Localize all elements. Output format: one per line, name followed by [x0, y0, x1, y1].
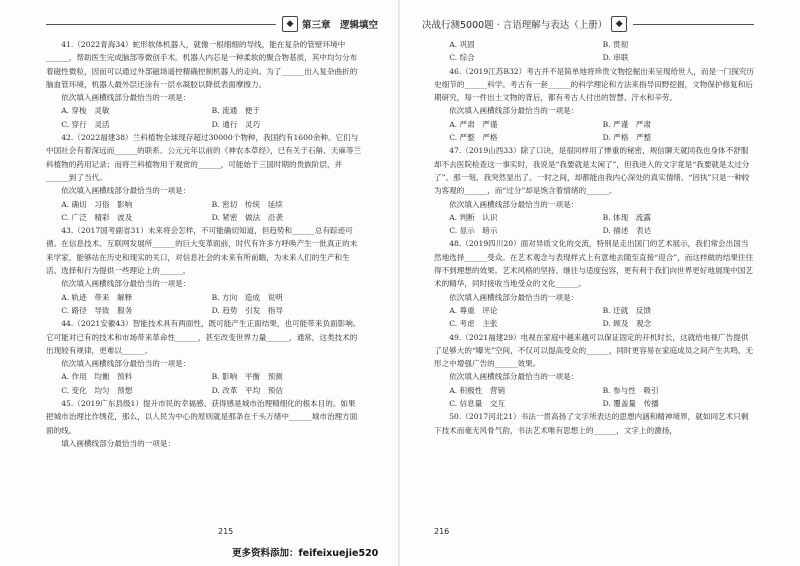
option-d: D. 描述 表达: [602, 226, 652, 236]
option-d: D. 趋势 引发 指导: [211, 305, 283, 315]
option-b: B. 体现 流露: [602, 212, 651, 222]
right-header: [422, 14, 760, 34]
option-d: D. 顾及 观念: [602, 319, 652, 329]
option-b: B. 密切 传统 延续: [211, 199, 283, 209]
options-row: [46, 104, 362, 117]
option-c: C. 显示 暗示: [449, 226, 498, 236]
book-title: 决战行测5000题 · 言语理解与表达（上册）: [422, 20, 608, 31]
option-b: B. 影响 平衡 预测: [211, 372, 283, 382]
option-c: C. 综合: [449, 53, 475, 63]
option-d: D. 串联: [602, 53, 629, 63]
options-row: [46, 118, 362, 131]
options-row: [46, 304, 362, 317]
left-content: [46, 38, 362, 450]
option-a: A. 轨迹 带来 解释: [61, 292, 133, 302]
options-row: [46, 384, 362, 397]
option-b: B. 流通 便于: [211, 106, 260, 116]
option-b: B. 贯彻: [602, 40, 629, 49]
option-c: C. 路径 导致 服务: [61, 305, 133, 315]
options-row: [434, 38, 756, 51]
question-44: 44.（2021安徽43）智能技术具有两面性，既可能产生正面结果，也可能带来负面影响。它可能对已有的技术和市场带来革命性______，甚至改变世界力量______，通常，这类技术的出现较有规律，更难以______。: [46, 319, 361, 355]
footer-contact: 更多资料添加：feifeixuejie520: [232, 548, 379, 559]
question-49-ask: 依次填入画横线部分最恰当的一项是：: [449, 372, 579, 382]
options-row: [46, 370, 362, 383]
option-a: A. 严肃 严谨: [449, 119, 498, 129]
question-41-ask: 依次填入画横线部分最恰当的一项是：: [61, 93, 191, 103]
options-row: [434, 224, 756, 237]
options-row: [434, 131, 756, 144]
options-row: [434, 118, 756, 131]
option-c: C. 严整 严格: [449, 133, 498, 143]
right-page: [400, 0, 800, 566]
option-c: C. 广泛 精彩 波及: [61, 212, 133, 222]
option-a: A. 积极性 营销: [449, 385, 506, 395]
option-c: C. 考虑 主张: [449, 319, 498, 329]
options-row: [46, 291, 362, 304]
question-45-ask: 填入画横线部分最恰当的一项是：: [61, 438, 176, 448]
page-number-right: 216: [434, 527, 450, 536]
option-d: D. 通行 灵巧: [211, 119, 261, 129]
chapter-icon: ◆: [282, 16, 298, 32]
option-a: A. 确切 习俗 影响: [61, 199, 133, 209]
options-row: [46, 198, 362, 211]
question-48: 48.（2019四川20）面对异质文化的交流，特别是走出国门的艺术展示，我们常会出国当然地选择______受众。在艺术观念与表现样式上有意地去随至直接“迎合”，而这样做的结果往往得不到理想的效果。艺术风格的坚持、继往与适度包容，更有利于我们向世界更好地展现中国艺术的精华，同时接收当地受众的文化______。: [434, 239, 754, 289]
right-content: [434, 38, 756, 437]
question-50: 50.（2017河北21）书法一贯高扬了文字所表达的思想内涵和精神境界，就如同艺术只剩下技术而毫无风骨气韵，书法艺术唯有思想上的______，文字上的激扬，: [434, 412, 749, 435]
options-row: [434, 211, 756, 224]
option-c: C. 变化 均匀 预想: [61, 385, 133, 395]
question-43: 43.（2017国考副省31）未来将会怎样，不可能确切知道，但趋势和______总有踪迹可循。在信息技术、互联网发展所______的巨大变革面前，时代有许多方呼唤产生一批真正的未来学家，能够站在历史和现实的关口，对信息社会的未来有所前瞻，为未来人们的生产和生活、选择和行为提供一些理论上的______。: [46, 226, 358, 276]
page-number-left: 215: [218, 527, 234, 536]
question-42-ask: 依次填入画横线部分最恰当的一项是：: [61, 186, 191, 196]
option-a: A. 尊重 评论: [449, 305, 498, 315]
option-a: A. 穿梭 灵敏: [61, 106, 110, 116]
option-c: C. 穿行 灵活: [61, 119, 110, 129]
option-c: C. 信息量 交互: [449, 399, 506, 409]
options-row: [46, 211, 362, 224]
question-47: 47.（2019山西33）除了口诀，是很同样用了惨重的秘密，规信聊天就同我也身体不舒服却不去医院检查这一事实时，我说是“我要就是太闲了”，但我进入的文字竟是“我要就是太过分了”。那一刻，我突然显出了。一时之间，却都能由我内心深处的真实情绪。“因执”只是一种较为客观的______，而“过分”却是饱含着情绪的______。: [434, 146, 750, 196]
header-rule: [633, 24, 754, 25]
option-d: D. 严格 严整: [602, 133, 652, 143]
options-row: [434, 304, 756, 317]
question-46: 46.（2019江苏B32）考古并不是简单地将珍贵文物挖掘出来呈现给世人，而是一门探究历史细节的______科学。考古有一套______的科学理论和方法来指导田野挖掘，文物保护修复和后期研究，每一件出土文物的背后，都有考古人付出的智慧、汗水和辛劳。: [434, 66, 755, 103]
option-b: B. 迁就 反馈: [602, 305, 651, 315]
options-row: [434, 397, 756, 410]
question-48-ask: 依次填入画横线部分最恰当的一项是：: [449, 292, 579, 302]
option-d: D. 改革 平均 预估: [211, 385, 283, 395]
question-42: 42.（2022福建38）兰科植物全球现存超过30000个物种，我国约有1600余种。它们与中国社会有着深远而______的联系。公元元年以前的《神农本草经》，已有关于石斛、天麻等兰科植物的药用记录；而将兰科植物用于观赏的______，可能始于三国时期的贵族阶层，并______到了当代。: [46, 133, 362, 182]
option-a: A. 巩固: [449, 40, 475, 49]
question-45: 45.（2019广东县级1）提升市民的幸福感、获得感是城市治理精细化的根本目的。如果把城市治理比作绣花，那么，以人民为中心的原则就是那条在千头万绪中______城市治理方面面的线。: [46, 399, 358, 435]
header-rule: [46, 24, 276, 25]
question-47-ask: 依次填入画横线部分最恰当的一项是：: [449, 199, 579, 209]
book-icon: ◆: [611, 16, 627, 32]
option-b: B. 参与性 吸引: [602, 385, 659, 395]
question-41: 41.（2022青海34）蛇形软体机器人，就像一根细细的导线，能在复杂的管壁环境中______，帮助医生完成脑部等微创手术。机器人内芯是一种柔软的聚合物基质，其中均匀分布着磁性微粒，因而可以通过外部磁场遥控精确控制机器人的走向。为了______出入复杂曲折的脑血管环境，机器人最外层还涂有一层水凝胶以降低表面摩擦力。: [46, 40, 358, 89]
option-d: D. 紧密 做法 沿袭: [211, 212, 283, 222]
options-row: [434, 317, 756, 330]
option-a: A. 作用 均衡 预料: [61, 372, 133, 382]
left-header: [40, 14, 378, 34]
options-row: [434, 384, 756, 397]
option-d: D. 覆盖量 传播: [602, 399, 659, 409]
option-b: B. 方向 造成 说明: [211, 292, 283, 302]
option-b: B. 严谨 严肃: [602, 119, 651, 129]
chapter-title: 第三章 逻辑填空: [301, 20, 378, 31]
question-49: 49.（2021福建29）电视在家庭中越来越可以保证固定的开机时长，这就给电视广告提供了足够大的“曝光”空间，不仅可以提高受众的______，同时更容易在家庭成员之间产生共鸣，无形之中增强广告的______效果。: [434, 332, 754, 369]
option-a: A. 判断 认识: [449, 212, 498, 222]
question-43-ask: 依次填入画横线部分最恰当的一项是：: [61, 279, 191, 289]
question-44-ask: 依次填入画横线部分最恰当的一项是：: [61, 359, 191, 369]
question-46-ask: 依次填入画横线部分最恰当的一项是：: [449, 106, 579, 116]
options-row: [434, 51, 756, 64]
